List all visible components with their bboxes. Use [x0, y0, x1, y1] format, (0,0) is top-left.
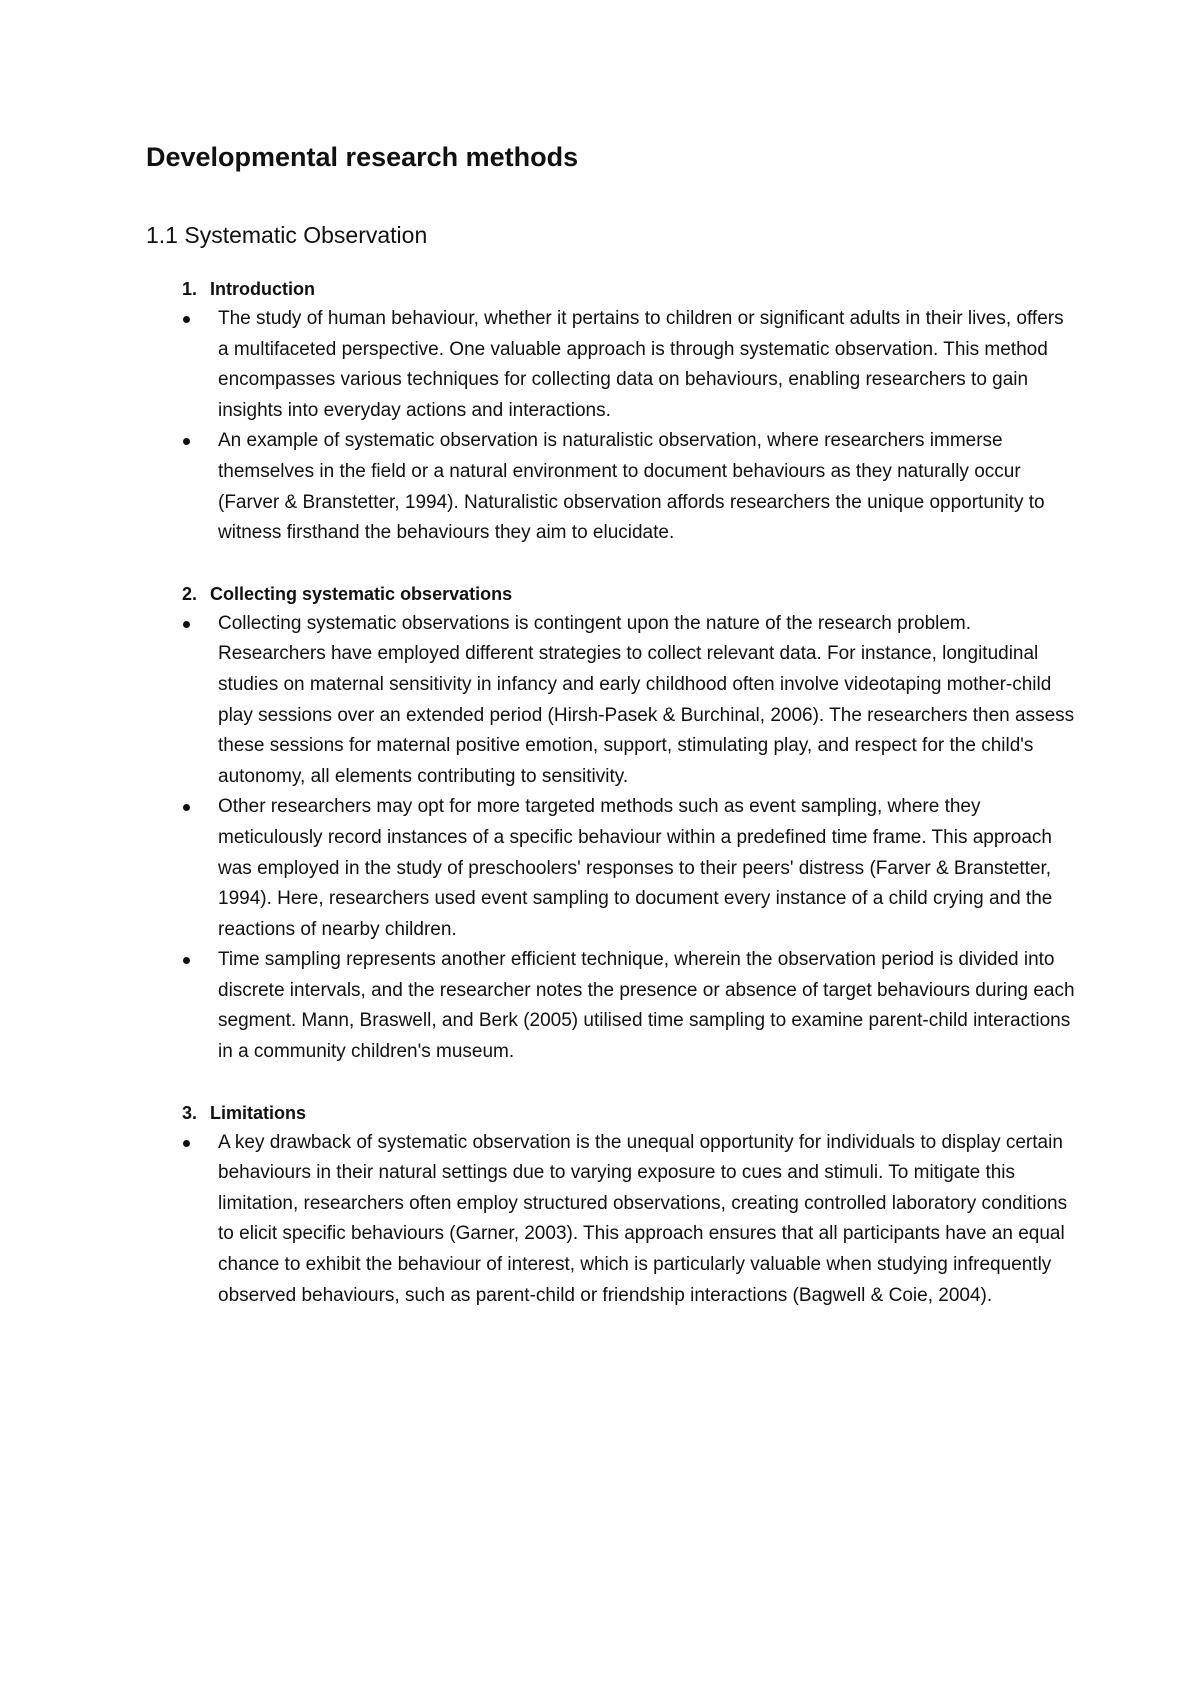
list-item	[146, 304, 1076, 426]
list-item	[146, 945, 1076, 1067]
bullet-icon	[183, 957, 190, 964]
section-heading-text: Limitations	[210, 1102, 307, 1123]
bullet-icon	[183, 621, 190, 628]
list-item-text: Time sampling represents another efficient technique, wherein the observation period is divided into discrete intervals, and the researcher notes the presence or absence of target behaviours during each segment. Mann, Braswell, and Berk (2005) utilised time sampling to examine parent-child interactions in a community children's museum.	[218, 949, 1075, 1063]
bullet-icon	[183, 316, 190, 323]
list-item	[146, 792, 1076, 945]
section-number: 1.	[182, 279, 198, 299]
bullet-icon	[183, 438, 190, 445]
section-number: 3.	[182, 1102, 198, 1123]
section-heading	[146, 274, 1076, 304]
list-item	[146, 426, 1076, 548]
section-heading	[146, 1098, 1076, 1128]
list-item-text: The study of human behaviour, whether it pertains to children or significant adults in their lives, offers a multifaceted perspective. One valuable approach is through systematic observation. This method encompasses various techniques for collecting data on behaviours, enabling researchers to gain insights into everyday actions and interactions.	[218, 308, 1064, 421]
list-item	[146, 1128, 1076, 1312]
section-collecting-observations	[146, 579, 1076, 1068]
bullet-list	[146, 304, 1076, 549]
bullet-icon	[183, 804, 190, 811]
list-item-text: Other researchers may opt for more targeted methods such as event sampling, where they meticulously record instances of a specific behaviour within a predefined time frame. This approach was employed in the study of preschoolers' responses to their peers' distress (Farver & Branstetter, 1994). Here, researchers used event sampling to document every instance of a child crying and the reactions of nearby children.	[218, 796, 1053, 940]
section-introduction	[146, 274, 1076, 549]
document-title: Developmental research methods	[146, 142, 579, 172]
section-subtitle: 1.1 Systematic Observation	[146, 222, 428, 248]
section-heading-text: Collecting systematic observations	[210, 583, 513, 604]
section-number: 2.	[182, 583, 198, 604]
bullet-list	[146, 1128, 1076, 1312]
list-item-text: An example of systematic observation is naturalistic observation, where researchers immerse themselves in the field or a natural environment to document behaviours as they naturally occur (Farver & Branstetter, 1994). Naturalistic observation affords researchers the unique opportunity to witness firsthand the behaviours they aim to elucidate.	[218, 430, 1045, 544]
section-heading	[146, 579, 1076, 609]
list-item-text: A key drawback of systematic observation is the unequal opportunity for individuals to display certain behaviours in their natural settings due to varying exposure to cues and stimuli. To mitigate this limitation, researchers often employ structured observations, creating controlled laboratory conditions to elicit specific behaviours (Garner, 2003). This approach ensures that all participants have an equal chance to exhibit the behaviour of interest, which is particularly valuable when studying infrequently observed behaviours, such as parent-child or friendship interactions (Bagwell & Coie, 2004).	[218, 1131, 1068, 1306]
section-limitations	[146, 1098, 1076, 1312]
list-item-text: Collecting systematic observations is contingent upon the nature of the research problem. Researchers have employed different strategies to collect relevant data. For instance, longitudinal studies on maternal sensitivity in infancy and early childhood often involve videotaping mother-child play sessions over an extended period (Hirsh-Pasek & Burchinal, 2006). The researchers then assess these sessions for maternal positive emotion, support, stimulating play, and respect for the child's autonomy, all elements contributing to sensitivity.	[218, 612, 1075, 787]
list-item	[146, 609, 1076, 793]
bullet-list	[146, 609, 1076, 1068]
bullet-icon	[183, 1140, 190, 1147]
section-heading-text: Introduction	[210, 279, 315, 299]
document-content	[146, 140, 1076, 1311]
